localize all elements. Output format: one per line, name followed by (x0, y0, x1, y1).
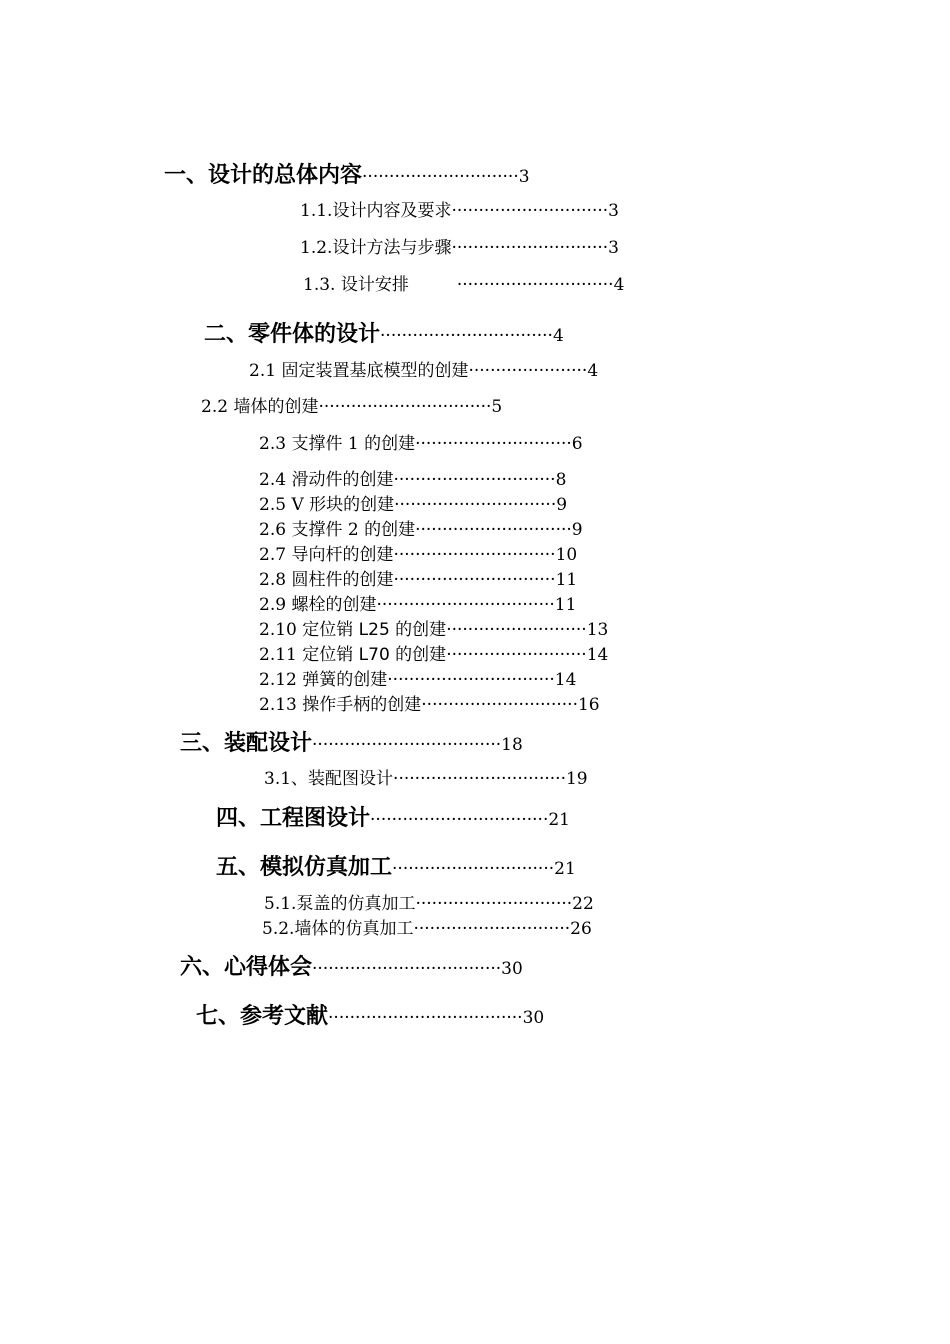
toc-leader-dots: ································ (318, 397, 492, 417)
toc-entry-title: 2.6 支撑件 2 的创建 (259, 520, 416, 540)
toc-entry-title: 2.2 墙体的创建 (201, 397, 319, 417)
toc-entry-part-code: L25 (358, 620, 390, 640)
toc-page-number: 14 (554, 670, 577, 690)
toc-entry-title: 五、模拟仿真加工 (216, 855, 393, 880)
toc-page-number: 11 (555, 570, 578, 590)
toc-leader-dots: ····························· (415, 434, 572, 454)
toc-page-number: 9 (556, 495, 568, 515)
toc-leader-dots: ···································· (328, 1008, 523, 1028)
toc-entry-title: 六、心得体会 (180, 955, 313, 980)
toc-entry-1-3[interactable] (303, 277, 624, 294)
toc-entry-5-1[interactable] (264, 896, 594, 913)
toc-leader-dots: ······························ (393, 470, 556, 490)
toc-leader-dots: ······························ (393, 570, 556, 590)
toc-leader-dots: ································· (370, 810, 549, 830)
toc-entry-title: 3.1、装配图设计 (264, 769, 394, 789)
toc-entry-section-4[interactable] (216, 808, 570, 830)
toc-page-number: 21 (554, 859, 576, 879)
toc-entry-2-6[interactable] (259, 522, 583, 539)
toc-leader-dots: ······················ (468, 361, 588, 381)
toc-entry-title: 5.2.墙体的仿真加工 (262, 919, 414, 939)
toc-entry-2-1[interactable] (249, 363, 598, 380)
toc-page-number: 21 (548, 810, 570, 830)
toc-entry-title-suffix: 的创建 (389, 620, 447, 640)
toc-entry-5-2[interactable] (262, 921, 592, 938)
toc-leader-dots: ····························· (451, 238, 609, 258)
toc-entry-section-5[interactable] (216, 857, 576, 879)
toc-page-number: 4 (587, 361, 599, 381)
toc-page-number: 5 (491, 397, 503, 417)
toc-page-number: 9 (571, 520, 583, 540)
toc-entry-2-13[interactable] (259, 697, 600, 714)
toc-entry-title: 2.5 V 形块的创建 (259, 495, 395, 515)
toc-entry-section-3[interactable] (180, 733, 523, 755)
toc-entry-3-1[interactable] (264, 771, 588, 788)
toc-page-number: 22 (572, 894, 594, 914)
toc-entry-title: 1.3. 设计安排 (303, 275, 409, 295)
toc-page-number: 13 (586, 620, 609, 640)
toc-entry-title-suffix: 的创建 (389, 645, 447, 665)
toc-leader-dots: ································ (393, 769, 566, 789)
toc-leader-dots: ····························· (421, 695, 578, 715)
toc-entry-2-10[interactable] (259, 622, 608, 639)
toc-leader-dots: ····························· (415, 894, 573, 914)
toc-page-number: 3 (608, 201, 619, 221)
toc-page-number: 14 (586, 645, 609, 665)
toc-page-number: 11 (554, 595, 577, 615)
toc-entry-title: 2.8 圆柱件的创建 (259, 570, 394, 590)
toc-leader-dots: ·························· (446, 620, 587, 640)
toc-entry-title: 1.1.设计内容及要求 (300, 201, 452, 221)
toc-page-number: 3 (518, 167, 530, 187)
toc-entry-2-11[interactable] (259, 647, 608, 664)
toc-page-number: 16 (577, 695, 600, 715)
toc-leader-dots: ····························· (451, 201, 609, 221)
toc-page-number: 26 (570, 919, 592, 939)
toc-leader-dots: ······························ (393, 545, 556, 565)
toc-page-number: 6 (571, 434, 583, 454)
toc-entry-title: 2.12 弹簧的创建 (259, 670, 388, 690)
toc-leader-dots: ····························· (413, 919, 571, 939)
toc-leader-dots: ·························· (446, 645, 587, 665)
toc-entry-title: 二、零件体的设计 (204, 322, 381, 347)
toc-entry-title: 2.9 螺栓的创建 (259, 595, 377, 615)
toc-page-number: 3 (608, 238, 619, 258)
toc-entry-title: 2.3 支撑件 1 的创建 (259, 434, 416, 454)
toc-entry-title: 2.13 操作手柄的创建 (259, 695, 422, 715)
toc-leader-dots: ································· (376, 595, 555, 615)
toc-entry-title: 四、工程图设计 (216, 806, 371, 831)
toc-entry-section-6[interactable] (180, 957, 523, 979)
toc-leader-dots: ······························ (394, 495, 557, 515)
toc-page-number: 30 (522, 1008, 545, 1028)
toc-entry-2-7[interactable] (259, 547, 577, 564)
toc-entry-1-2[interactable] (300, 240, 619, 257)
toc-leader-dots: ····························· (456, 275, 614, 295)
toc-leader-dots: ··································· (312, 735, 502, 755)
toc-entry-title: 2.4 滑动件的创建 (259, 470, 394, 490)
toc-entry-title: 5.1.泵盖的仿真加工 (264, 894, 416, 914)
toc-leader-dots: ······························ (392, 859, 555, 879)
toc-entry-title: 七、参考文献 (196, 1004, 329, 1029)
toc-entry-2-9[interactable] (259, 597, 576, 614)
toc-entry-section-7[interactable] (196, 1006, 544, 1028)
toc-page-number: 18 (501, 735, 523, 755)
toc-leader-dots: ································ (380, 326, 553, 346)
toc-entry-part-code: L70 (358, 645, 390, 665)
toc-entry-section-1[interactable] (164, 165, 530, 187)
toc-entry-title: 一、设计的总体内容 (164, 163, 363, 188)
toc-entry-title: 1.2.设计方法与步骤 (300, 238, 452, 258)
toc-entry-1-1[interactable] (300, 203, 619, 220)
toc-entry-2-4[interactable] (259, 472, 566, 489)
toc-page-number: 30 (501, 959, 523, 979)
toc-page-number: 4 (552, 326, 564, 346)
toc-entry-title: 2.7 导向杆的创建 (259, 545, 394, 565)
toc-entry-title: 2.10 定位销 (259, 620, 359, 640)
toc-leader-dots: ······························· (387, 670, 555, 690)
toc-page-number: 19 (565, 769, 588, 789)
toc-page-number: 4 (613, 275, 625, 295)
toc-entry-2-3[interactable] (259, 436, 583, 453)
toc-entry-section-2[interactable] (204, 324, 564, 346)
toc-entry-2-2[interactable] (201, 399, 502, 416)
toc-leader-dots: ··································· (312, 959, 502, 979)
toc-page-number: 8 (555, 470, 567, 490)
toc-entry-2-5[interactable] (259, 497, 567, 514)
toc-entry-2-8[interactable] (259, 572, 577, 589)
toc-leader-dots: ····························· (415, 520, 572, 540)
toc-entry-title: 2.1 固定装置基底模型的创建 (249, 361, 469, 381)
toc-leader-dots: ····························· (362, 167, 519, 187)
toc-entry-2-12[interactable] (259, 672, 576, 689)
toc-page-number: 10 (555, 545, 578, 565)
toc-entry-title: 2.11 定位销 (259, 645, 359, 665)
toc-entry-title: 三、装配设计 (180, 731, 313, 756)
